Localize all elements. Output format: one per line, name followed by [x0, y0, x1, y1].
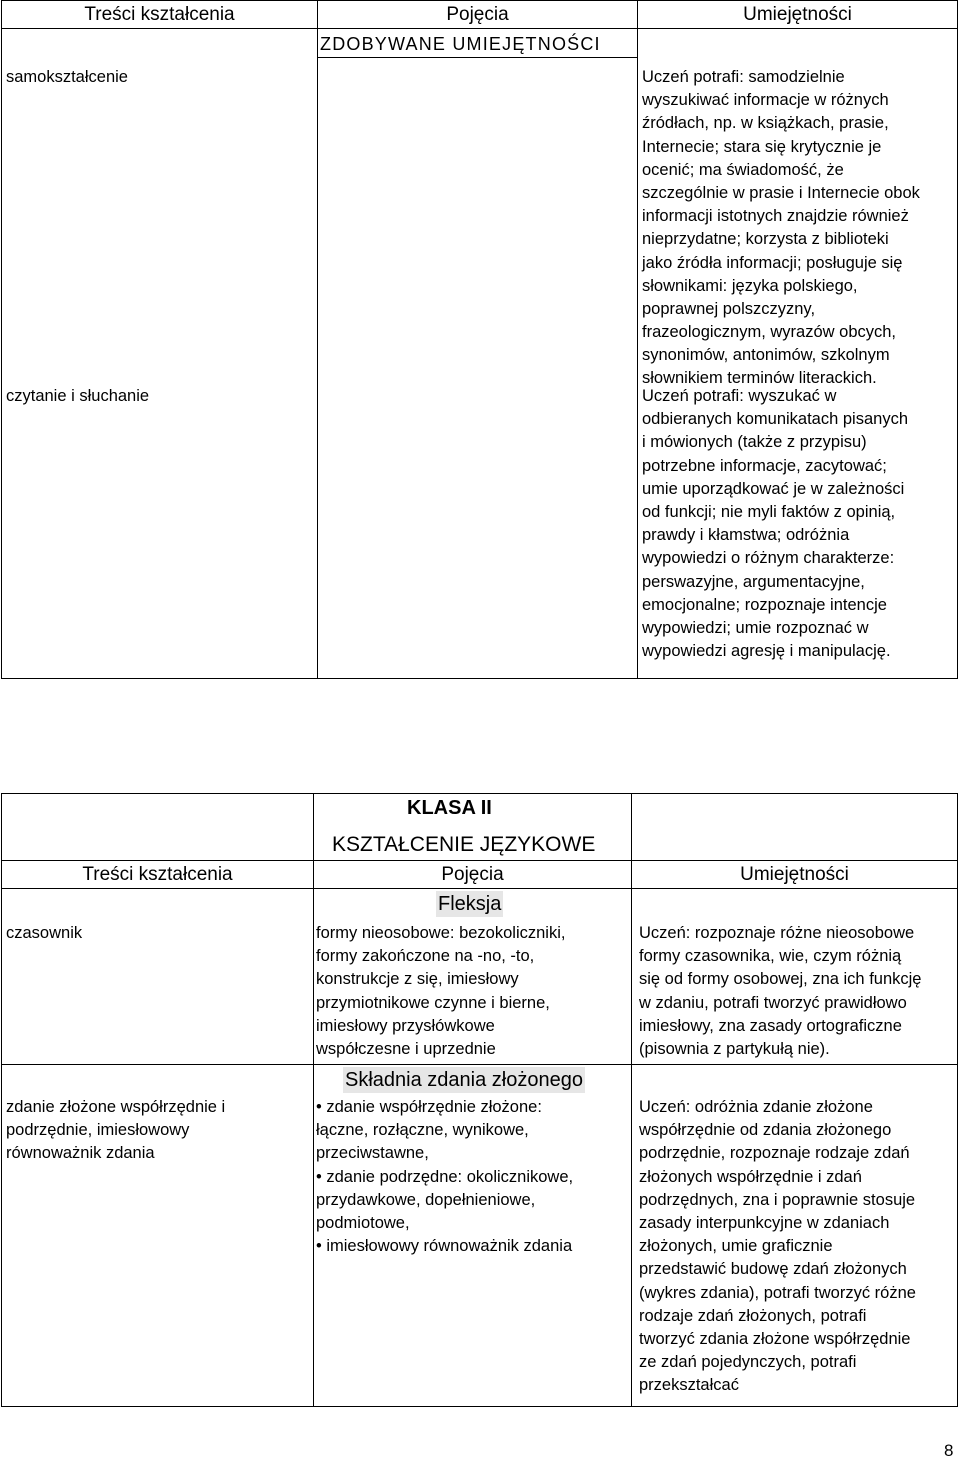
row-umiejetnosci-samoksztalcenie: Uczeń potrafi: samodzielnie wyszukiwać informacje w różnych źródłach, np. w książkach, prasie, Internecie; stara się krytycznie je ocenić; ma świadomość, że szczególnie w prasie i Internecie obok informacji istotnych znajdzie również nieprzydatne; korzysta z biblioteki jako źródła informacji; posługuje się słownikami: języka polskiego, poprawnej polszczyzny, frazeologicznym, wyrazów obcych, synonimów, antonimów, szkolnym słownikiem terminów literackich. — [642, 68, 920, 388]
ksztalcenie-subtitle: KSZTAŁCENIE JĘZYKOWE — [332, 833, 596, 856]
fleksja-tresci: czasownik — [6, 924, 83, 942]
klasa-title: KLASA II — [407, 797, 492, 819]
skladnia-tresci: zdanie złożone współrzędnie i podrzędnie, imiesłowowy równoważnik zdania — [6, 1098, 226, 1163]
header-pojecia: Pojęcia — [446, 4, 509, 25]
fleksja-umiejetnosci: Uczeń: rozpoznaje różne nieosobowe formy czasownika, wie, czym różnią się od formy osobowej, zna ich funkcję w zdaniu, potrafi tworzyć prawidłowo imiesłowy, zna zasady ortograficzne (pisownia z partykułą nie). — [639, 924, 922, 1058]
header-tresci: Treści kształcenia — [84, 4, 235, 25]
skladnia-umiejetnosci: Uczeń: odróżnia zdanie złożone współrzędnie od zdania złożonego podrzędnie, rozpoznaje rodzaje zdań złożonych współrzędnie i zdań podrzędnych, zna i poprawnie stosuje zasady interpunkcyjne w zdaniach złożonych, umie graficznie przedstawić budowę zdań złożonych (wykres zdania), potrafi tworzyć różne rodzaje zdań złożonych, potrafi tworzyć zdania złożone współrzędnie ze zdań pojedynczych, potrafi przekształcać — [639, 1098, 916, 1395]
header2-pojecia: Pojęcia — [441, 864, 504, 885]
section-title: ZDOBYWANE UMIEJĘTNOŚCI — [320, 34, 601, 54]
row-tresci-czytanie: czytanie i słuchanie — [6, 387, 150, 405]
section-label-skladnia: Składnia zdania złożonego — [345, 1069, 583, 1091]
row-umiejetnosci-czytanie: Uczeń potrafi: wyszukać w odbieranych komunikatach pisanych i mówionych (także z przypisu) potrzebne informacje, zacytować; umie uporządkować je w zależności od funkcji; nie myli faktów z opinią, prawdy i kłamstwa; odróżnia wypowiedzi o różnym charakterze: perswazyjne, argumentacyjne, emocjonalne; rozpoznaje intencje wypowiedzi; umie rozpoznać w wypowiedzi agresję i manipulację. — [642, 387, 908, 661]
row-tresci-samoksztalcenie: samokształcenie — [6, 68, 128, 86]
header-umiejetnosci: Umiejętności — [743, 4, 852, 25]
header2-tresci: Treści kształcenia — [82, 864, 233, 885]
section-label-fleksja: Fleksja — [438, 893, 502, 915]
fleksja-pojecia: formy nieosobowe: bezokoliczniki, formy zakończone na -no, -to, konstrukcje z się, imiesłowy przymiotnikowe czynne i bierne, imiesłowy przysłówkowe współczesne i uprzednie — [316, 924, 566, 1058]
page-number: 8 — [944, 1441, 954, 1460]
header2-umiejetnosci: Umiejętności — [740, 864, 849, 885]
skladnia-pojecia: • zdanie współrzędnie złożone: łączne, rozłączne, wynikowe, przeciwstawne, • zdanie podrzędne: okolicznikowe, przydawkowe, dopełnieniowe, podmiotowe, • imiesłowowy równoważnik zdania — [316, 1098, 574, 1256]
